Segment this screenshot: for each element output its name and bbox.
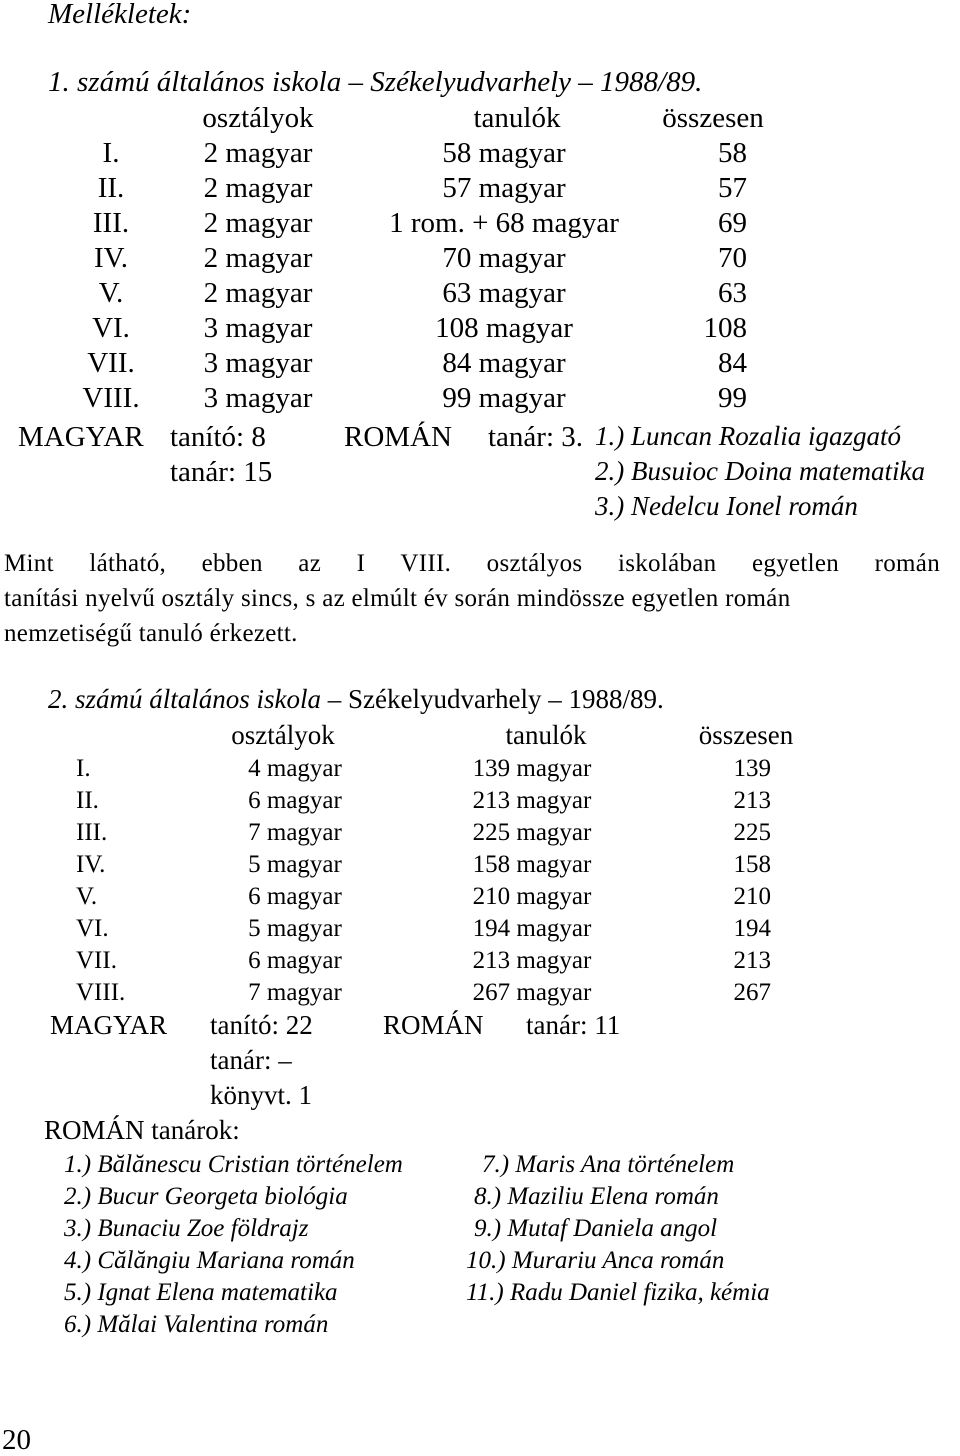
school1-row-total: 108 bbox=[703, 312, 747, 344]
school1-row-pupils: 57 magyar bbox=[442, 172, 566, 204]
school2-row-pupils: 267 magyar bbox=[472, 979, 592, 1006]
school2-magyar-tanar: tanár: – bbox=[210, 1045, 292, 1075]
school1-row-total: 70 bbox=[718, 242, 747, 274]
school2-row-grade: VIII. bbox=[76, 979, 126, 1006]
school1-row-grade: III. bbox=[92, 207, 130, 239]
school1-row-pupils: 99 magyar bbox=[442, 382, 566, 414]
school1-row-total: 57 bbox=[718, 172, 747, 204]
school2-row-pupils: 210 magyar bbox=[472, 883, 592, 910]
school2-row-total: 139 bbox=[733, 755, 771, 782]
page-number: 20 bbox=[2, 1424, 31, 1456]
school1-row-pupils: 63 magyar bbox=[442, 277, 566, 309]
school2-row-classes: 7 magyar bbox=[248, 819, 342, 846]
school1-magyar-tanito: tanító: 8 bbox=[170, 421, 266, 453]
school2-roman-tanarok-label: ROMÁN tanárok: bbox=[44, 1115, 240, 1145]
school2-row-total: 158 bbox=[733, 851, 771, 878]
school2-teacher-right: 8.) Maziliu Elena román bbox=[474, 1183, 719, 1210]
school2-row-grade: VII. bbox=[76, 947, 117, 974]
school1-row-pupils: 84 magyar bbox=[442, 347, 566, 379]
school2-title-italic: 2. számú általános iskola bbox=[48, 684, 322, 714]
school1-row-pupils: 108 magyar bbox=[435, 312, 573, 344]
school1-roman-teacher: 3.) Nedelcu Ionel román bbox=[595, 491, 858, 521]
school1-row-total: 99 bbox=[718, 382, 747, 414]
school2-row-classes: 4 magyar bbox=[248, 755, 342, 782]
school1-row-pupils: 70 magyar bbox=[442, 242, 566, 274]
school2-teacher-right: 11.) Radu Daniel fizika, kémia bbox=[466, 1279, 770, 1306]
school2-col-total: összesen bbox=[698, 720, 794, 750]
school2-roman-tanar: tanár: 11 bbox=[526, 1010, 621, 1040]
school2-row-classes: 6 magyar bbox=[248, 947, 342, 974]
school2-row-pupils: 213 magyar bbox=[472, 787, 592, 814]
school2-roman-label: ROMÁN bbox=[383, 1010, 484, 1040]
school2-row-classes: 5 magyar bbox=[248, 851, 342, 878]
school2-magyar-tanito: tanító: 22 bbox=[210, 1010, 313, 1040]
school1-row-pupils: 58 magyar bbox=[442, 137, 566, 169]
school2-row-grade: V. bbox=[76, 883, 98, 910]
school1-row-total: 69 bbox=[718, 207, 747, 239]
school1-col-pupils: tanulók bbox=[473, 102, 561, 134]
school2-row-pupils: 213 magyar bbox=[472, 947, 592, 974]
school2-teacher-left: 1.) Bălănescu Cristian történelem bbox=[64, 1151, 403, 1178]
school2-row-classes: 5 magyar bbox=[248, 915, 342, 942]
school2-row-classes: 6 magyar bbox=[248, 883, 342, 910]
school1-row-classes: 2 magyar bbox=[203, 277, 313, 309]
school2-teacher-left: 6.) Mălai Valentina román bbox=[64, 1311, 329, 1338]
school2-row-total: 267 bbox=[733, 979, 771, 1006]
school2-teacher-right: 10.) Murariu Anca román bbox=[466, 1247, 725, 1274]
school2-row-total: 194 bbox=[733, 915, 771, 942]
school1-row-grade: II. bbox=[97, 172, 125, 204]
paragraph-line: tanítási nyelvű osztály sincs, s az elmúlt év során mindössze egyetlen román bbox=[4, 585, 791, 612]
school1-row-grade: IV. bbox=[93, 242, 129, 274]
school1-roman-teacher: 2.) Busuioc Doina matematika bbox=[595, 456, 925, 486]
school1-row-grade: VII. bbox=[87, 347, 135, 379]
school2-teacher-right: 9.) Mutaf Daniela angol bbox=[474, 1215, 718, 1242]
school2-row-pupils: 194 magyar bbox=[472, 915, 592, 942]
school1-roman-tanar: tanár: 3. bbox=[488, 421, 584, 453]
school2-row-grade: II. bbox=[76, 787, 99, 814]
school2-col-classes: osztályok bbox=[231, 720, 335, 750]
school1-row-total: 84 bbox=[718, 347, 747, 379]
school2-row-pupils: 139 magyar bbox=[472, 755, 592, 782]
school2-teacher-left: 2.) Bucur Georgeta biológia bbox=[64, 1183, 348, 1210]
school2-magyar-label: MAGYAR bbox=[50, 1010, 168, 1040]
section-header: Mellékletek: bbox=[48, 0, 192, 30]
paragraph-line: nemzetiségű tanuló érkezett. bbox=[4, 620, 298, 647]
school1-col-classes: osztályok bbox=[202, 102, 314, 134]
commentary-paragraph bbox=[4, 546, 940, 651]
school1-row-grade: I. bbox=[102, 137, 120, 169]
school1-row-classes: 2 magyar bbox=[203, 172, 313, 204]
school2-row-pupils: 225 magyar bbox=[472, 819, 592, 846]
school1-row-grade: VIII. bbox=[82, 382, 140, 414]
school1-title: 1. számú általános iskola – Székelyudvarhely – 1988/89. bbox=[48, 66, 703, 98]
school1-magyar-tanar: tanár: 15 bbox=[170, 456, 273, 488]
school1-row-classes: 3 magyar bbox=[203, 382, 313, 414]
school1-col-total: összesen bbox=[662, 102, 764, 134]
school1-roman-label: ROMÁN bbox=[344, 421, 452, 453]
school2-row-classes: 6 magyar bbox=[248, 787, 342, 814]
school2-row-grade: I. bbox=[76, 755, 91, 782]
school2-row-grade: VI. bbox=[76, 915, 109, 942]
school2-row-total: 213 bbox=[733, 787, 771, 814]
school2-magyar-konyvt: könyvt. 1 bbox=[210, 1080, 313, 1110]
paragraph-line: Mint látható, ebben az I VIII. osztályos iskolában egyetlen román bbox=[4, 550, 940, 577]
school2-row-grade: IV. bbox=[76, 851, 106, 878]
school1-roman-teacher: 1.) Luncan Rozalia igazgató bbox=[595, 421, 902, 451]
school1-row-classes: 3 magyar bbox=[203, 312, 313, 344]
school1-row-grade: V. bbox=[98, 277, 124, 309]
school1-row-total: 63 bbox=[718, 277, 747, 309]
school1-row-classes: 2 magyar bbox=[203, 207, 313, 239]
school2-title-rest: Székelyudvarhely – 1988/89. bbox=[348, 684, 664, 714]
school2-teacher-left: 3.) Bunaciu Zoe földrajz bbox=[64, 1215, 309, 1242]
school2-teacher-right: 7.) Maris Ana történelem bbox=[482, 1151, 735, 1178]
school1-row-grade: VI. bbox=[92, 312, 130, 344]
school1-row-classes: 2 magyar bbox=[203, 242, 313, 274]
school2-teacher-left: 5.) Ignat Elena matematika bbox=[64, 1279, 338, 1306]
school1-row-pupils: 1 rom. + 68 magyar bbox=[389, 207, 619, 239]
school2-title: 2. számú általános iskola – Székelyudvarhely – 1988/89. bbox=[48, 684, 664, 714]
school2-row-total: 210 bbox=[733, 883, 771, 910]
school2-row-pupils: 158 magyar bbox=[472, 851, 592, 878]
school2-row-grade: III. bbox=[76, 819, 108, 846]
school1-row-classes: 2 magyar bbox=[203, 137, 313, 169]
school1-row-total: 58 bbox=[718, 137, 747, 169]
school2-row-classes: 7 magyar bbox=[248, 979, 342, 1006]
school2-row-total: 213 bbox=[733, 947, 771, 974]
school2-col-pupils: tanulók bbox=[505, 720, 587, 750]
school2-teacher-left: 4.) Călăngiu Mariana román bbox=[64, 1247, 355, 1274]
school1-row-classes: 3 magyar bbox=[203, 347, 313, 379]
school1-magyar-label: MAGYAR bbox=[18, 421, 144, 453]
school2-row-total: 225 bbox=[733, 819, 771, 846]
